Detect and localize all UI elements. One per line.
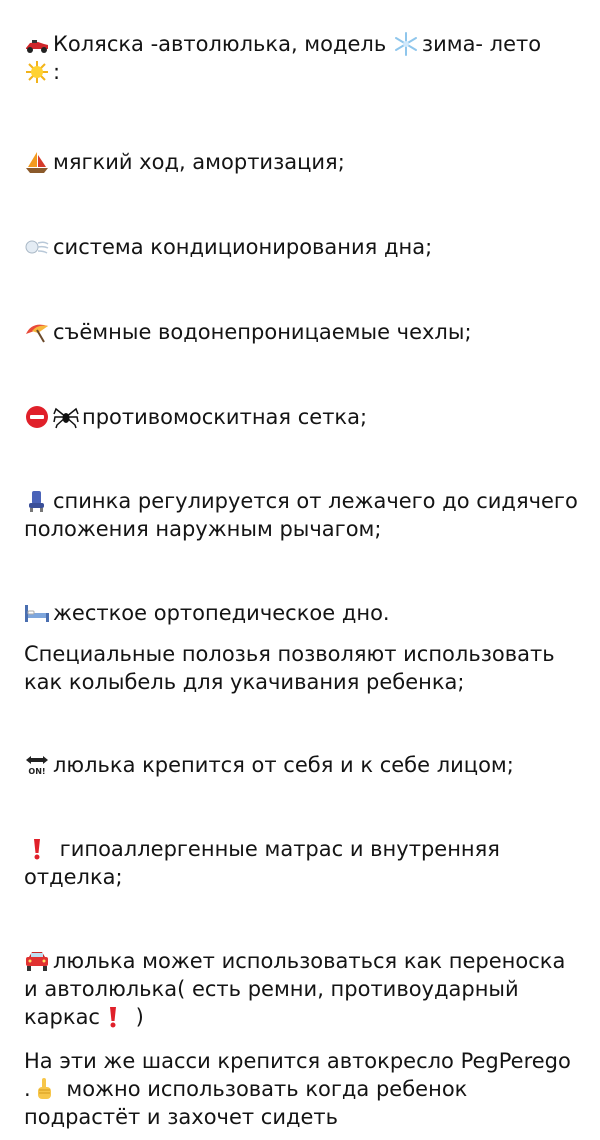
paragraph-text-end: ) bbox=[128, 1005, 144, 1029]
wind-face-icon bbox=[24, 235, 50, 259]
bed-icon bbox=[24, 601, 50, 625]
paragraph-text: система кондиционирования дна; bbox=[53, 235, 433, 259]
paragraph-backrest bbox=[24, 487, 584, 543]
spider-icon bbox=[53, 405, 79, 429]
paragraph-ventilation bbox=[24, 233, 584, 261]
seat-icon bbox=[24, 489, 50, 513]
on-arrow-icon bbox=[24, 753, 50, 777]
paragraph-text: гипоаллергенные матрас и внутренняя отделка; bbox=[24, 837, 500, 889]
paragraph-mount-direction bbox=[24, 751, 584, 779]
paragraph-orthopedic-bottom bbox=[24, 599, 584, 627]
paragraph-covers bbox=[24, 318, 584, 346]
no-entry-icon bbox=[24, 405, 50, 429]
paragraph-text-end: : bbox=[53, 60, 61, 84]
paragraph-mosquito-net bbox=[24, 403, 584, 431]
exclamation-icon bbox=[100, 1005, 126, 1029]
paragraph-car-seat bbox=[24, 1047, 584, 1131]
sailboat-icon bbox=[24, 150, 50, 174]
paragraph-text: спинка регулируется от лежачего до сидячего положения наружным рычагом; bbox=[24, 489, 578, 541]
paragraph-text-end: можно использовать когда ребенок подрастёт и захочет сидеть bbox=[24, 1077, 468, 1129]
paragraph-stroller-model bbox=[24, 30, 584, 86]
paragraph-carrier bbox=[24, 947, 584, 1031]
paragraph-runners bbox=[24, 640, 584, 696]
paragraph-text: жесткое ортопедическое дно. bbox=[53, 601, 390, 625]
paragraph-text: На эти же шасси крепится автокресло PegPerego . bbox=[24, 1049, 571, 1101]
paragraph-text: Специальные полозья позволяют использовать как колыбель для укачивания ребенка; bbox=[24, 642, 555, 694]
umbrella-icon bbox=[24, 320, 50, 344]
paragraph-text: люлька может использоваться как переноска и автолюлька( есть ремни, противоударный каркас bbox=[24, 949, 566, 1029]
sun-icon bbox=[24, 60, 50, 84]
exclamation-icon bbox=[24, 837, 50, 861]
svg-text:ON!: ON! bbox=[28, 767, 46, 776]
paragraph-text: люлька крепится от себя и к себе лицом; bbox=[53, 753, 514, 777]
paragraph-text-continued: зима- лето bbox=[421, 32, 542, 56]
paragraph-hypoallergenic bbox=[24, 835, 584, 891]
pointing-up-icon bbox=[31, 1077, 57, 1101]
paragraph-text: съёмные водонепроницаемые чехлы; bbox=[53, 320, 472, 344]
racing-car-icon bbox=[24, 32, 50, 56]
car-icon bbox=[24, 949, 50, 973]
paragraph-text: мягкий ход, амортизация; bbox=[53, 150, 345, 174]
paragraph-text: Коляска -автолюлька, модель bbox=[53, 32, 393, 56]
paragraph-smooth-ride bbox=[24, 148, 584, 176]
snowflake-icon bbox=[393, 32, 419, 56]
paragraph-text: противомоскитная сетка; bbox=[82, 405, 368, 429]
